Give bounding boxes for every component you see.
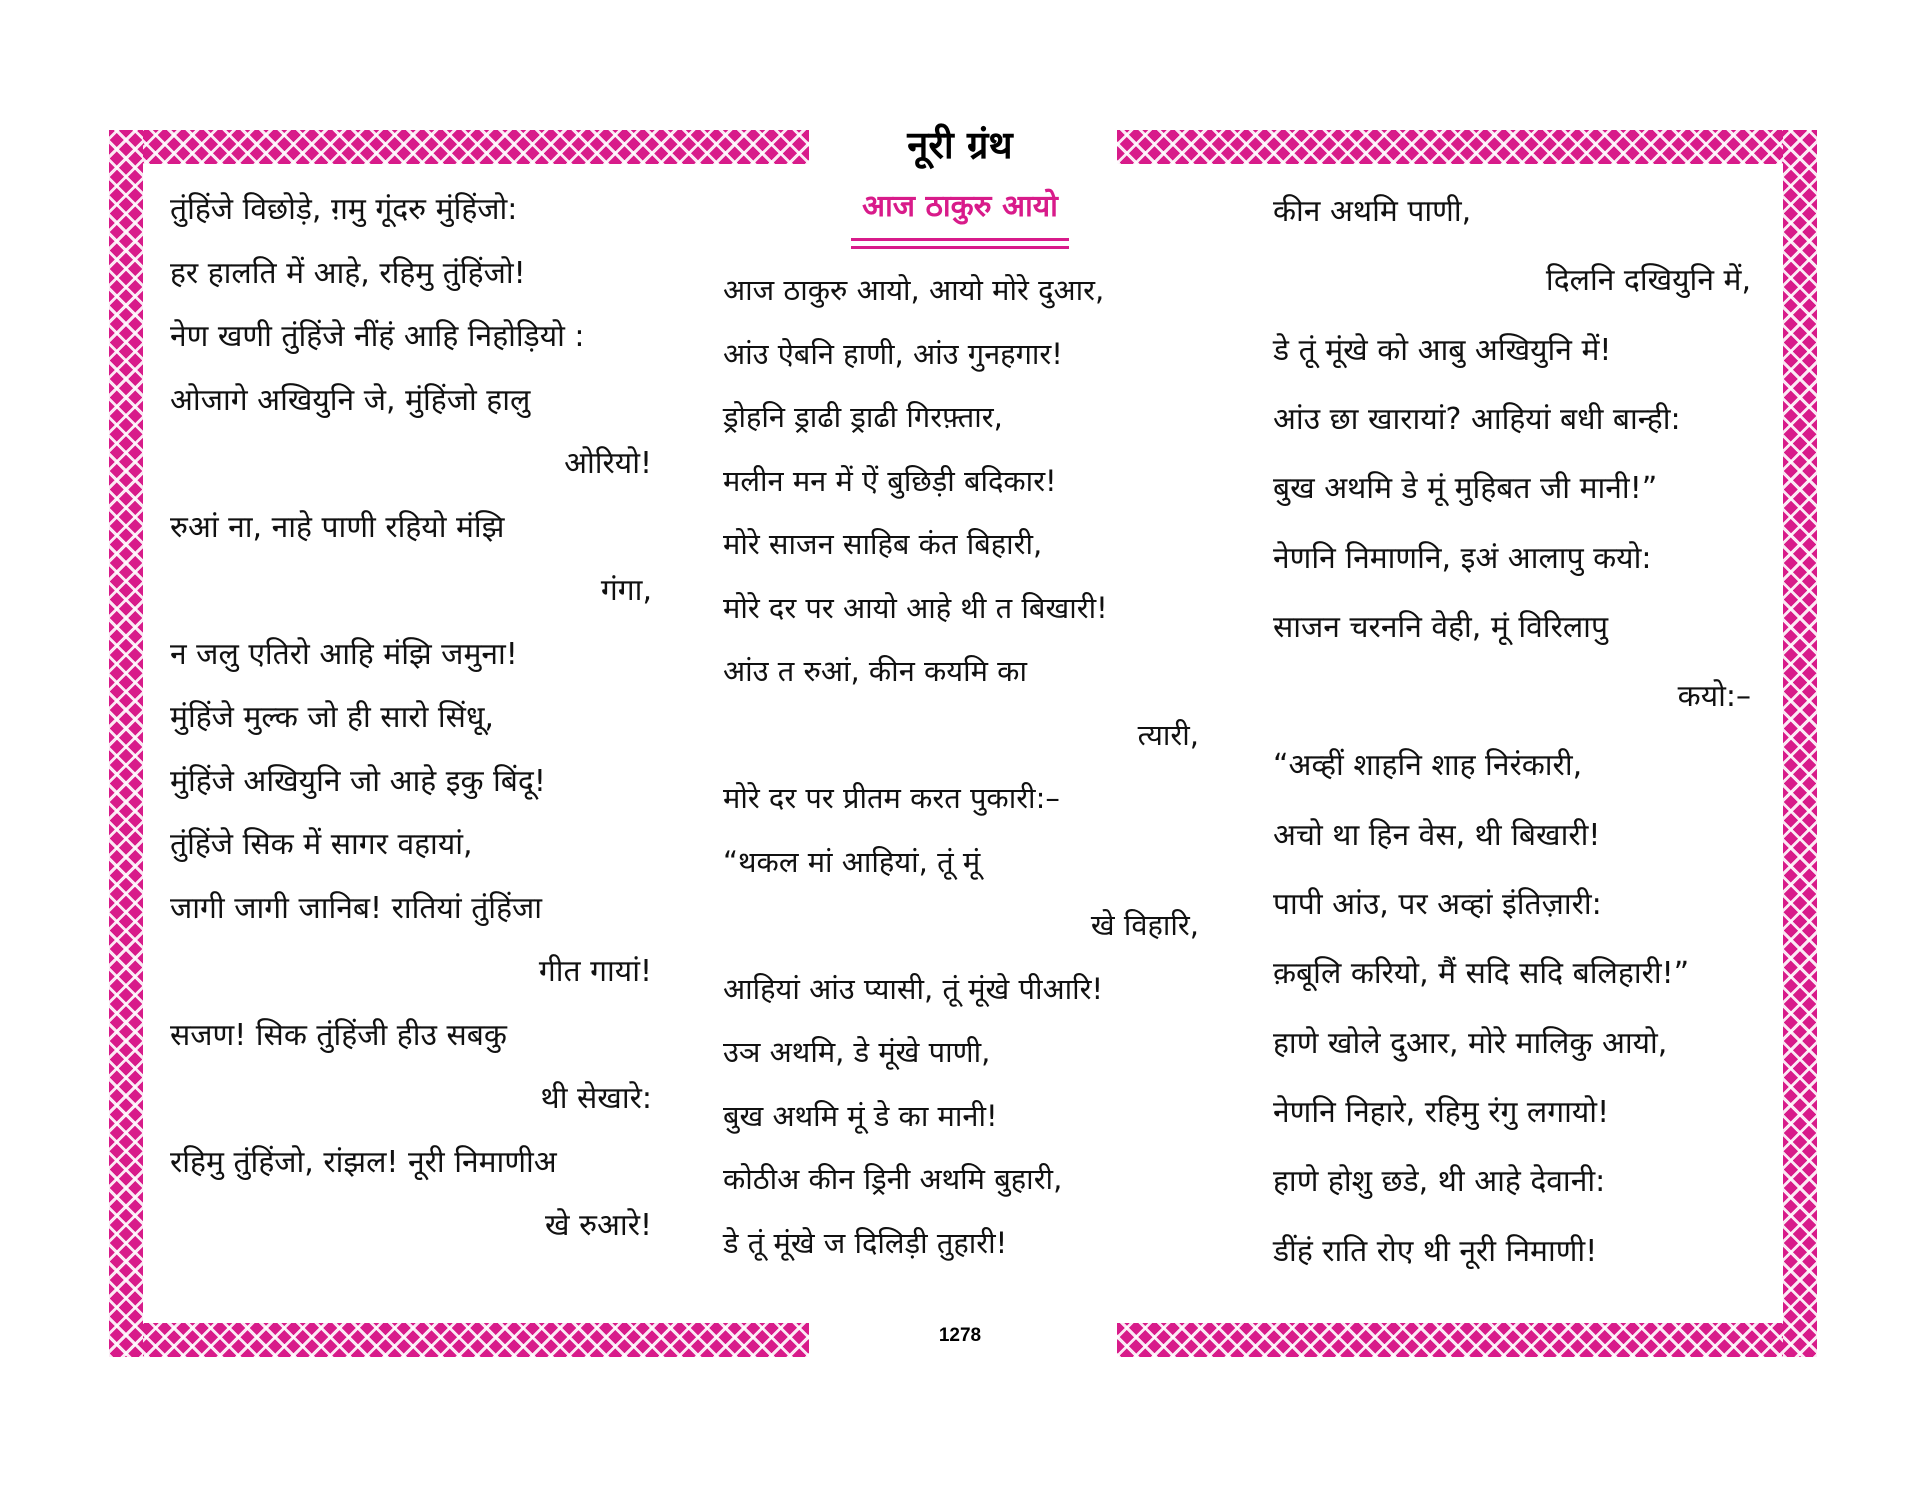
poem-line: क़बूलि करियो, मैं सदि सदि बलिहारी!”	[1273, 956, 1690, 992]
poem-line: कयो:–	[1677, 679, 1751, 715]
poem-line: साजन चरननि वेही, मूं विरिलापु	[1273, 609, 1608, 645]
poem-line: “अव्हीं शाहनि शाह निरंकारी,	[1273, 748, 1583, 784]
poem-line: नेणनि निहारे, रहिमु रंगु लगायो!	[1273, 1094, 1610, 1130]
poem-line: डे तूं मूंखे ज दिलिड़ी तुहारी!	[723, 1225, 1008, 1260]
poem-line: थी सेखारे:	[540, 1081, 652, 1116]
poem-line: पापी आंउ, पर अव्हां इंतिज़ारी:	[1273, 887, 1602, 922]
border-right	[1783, 130, 1817, 1357]
poem-line: आंउ छा खारायां? आहियां बधी बान्ही:	[1273, 401, 1681, 437]
poem-line: मलीन मन में ऐं बुछिड़ी बदिकार!	[723, 463, 1057, 498]
poem-line: डे तूं मूंखे को आबु अखियुनि में!	[1273, 332, 1612, 368]
page-number: 1278	[938, 1325, 982, 1346]
title-underline	[851, 238, 1069, 241]
poem-line: आहियां आंउ प्यासी, तूं मूंखे पीआरि!	[723, 971, 1104, 1006]
poem-line: नेण खणी तुंहिंजे नींहं आहि निहोड़ियो :	[170, 319, 585, 354]
poem-line: कीन अथमि पाणी,	[1273, 194, 1472, 229]
poem-line: हाणे खोले दुआर, मोरे मालिकु आयो,	[1273, 1025, 1668, 1061]
poem-line: कोठीअ कीन ड्रिनी अथमि बुहारी,	[723, 1162, 1063, 1196]
poem-line: तुंहिंजे सिक में सागर वहायां,	[170, 827, 473, 862]
poem-line: ड्रोहनि ड्राढी ड्राढी गिरफ़्तार,	[723, 400, 1003, 434]
poem-line: जागी जागी जानिब! रातियां तुंहिंजा	[170, 890, 543, 926]
poem-line: मुंहिंजे मुल्क जो ही सारो सिंधू,	[170, 700, 494, 735]
book-title: नूरी ग्रंथ	[907, 123, 1013, 167]
poem-line: बुख अथमि मूं डे का मानी!	[723, 1098, 998, 1133]
poem-line: मोरे दर पर प्रीतम करत पुकारी:–	[723, 781, 1060, 815]
poem-line: मोरे साजन साहिब कंत बिहारी,	[723, 527, 1043, 561]
poem-line: गीत गायां!	[538, 954, 652, 989]
poem-line: नेणनि निमाणनि, इअं आलापु कयो:	[1273, 540, 1652, 576]
title-underline-second	[851, 246, 1069, 249]
poem-line: रहिमु तुंहिंजो, रांझल! नूरी निमाणीअ	[170, 1144, 557, 1180]
poem-line: अचो था हिन वेस, थी बिखारी!	[1273, 817, 1601, 853]
poem-line: दिलनि दखियुनि में,	[1545, 263, 1751, 299]
poem-line: आज ठाकुरु आयो, आयो मोरे दुआर,	[723, 273, 1105, 307]
border-left	[109, 130, 143, 1357]
poem-line: डींहं राति रोए थी नूरी निमाणी!	[1273, 1233, 1598, 1269]
poem-line: रुआं ना, नाहे पाणी रहियो मंझि	[170, 509, 505, 545]
poem-line: खे रुआरे!	[545, 1208, 652, 1243]
poem-line: “थकल मां आहियां, तूं मूं	[723, 844, 981, 879]
poem-line: गंगा,	[600, 573, 652, 608]
poem-line: तुंहिंजे विछोड़े, ग़मु गूंदरु मुंहिंजो:	[170, 192, 518, 227]
poem-line: बुख अथमि डे मूं मुहिबत जी मानी!”	[1273, 471, 1658, 507]
poem-line: खे विहारि,	[1090, 908, 1199, 942]
poem-line: सजण! सिक तुंहिंजी हीउ सबकु	[170, 1017, 507, 1053]
poem-line: हर हालति में आहे, रहिमु तुंहिंजो!	[170, 255, 526, 291]
poem-line: उञ अथमि, डे मूंखे पाणी,	[723, 1035, 991, 1069]
poem-line: ओजागे अखियुनि जे, मुंहिंजो हालु	[170, 382, 531, 418]
poem-line: ओरियो!	[564, 446, 652, 481]
poem-line: हाणे होशु छडे, थी आहे देवानी:	[1273, 1164, 1606, 1200]
poem-line: मोरे दर पर आयो आहे थी त बिखारी!	[723, 590, 1108, 625]
poem-line: त्यारी,	[1137, 717, 1199, 752]
poem-line: आंउ ऐबनि हाणी, आंउ गुनहगार!	[723, 336, 1063, 371]
poem-title: आज ठाकुरु आयो	[862, 189, 1058, 224]
poem-line: न जलु एतिरो आहि मंझि जमुना!	[170, 636, 518, 672]
poem-line: आंउ त रुआं, कीन कयमि का	[723, 654, 1027, 688]
poem-line: मुंहिंजे अखियुनि जो आहे इकु बिंदू!	[170, 763, 546, 799]
